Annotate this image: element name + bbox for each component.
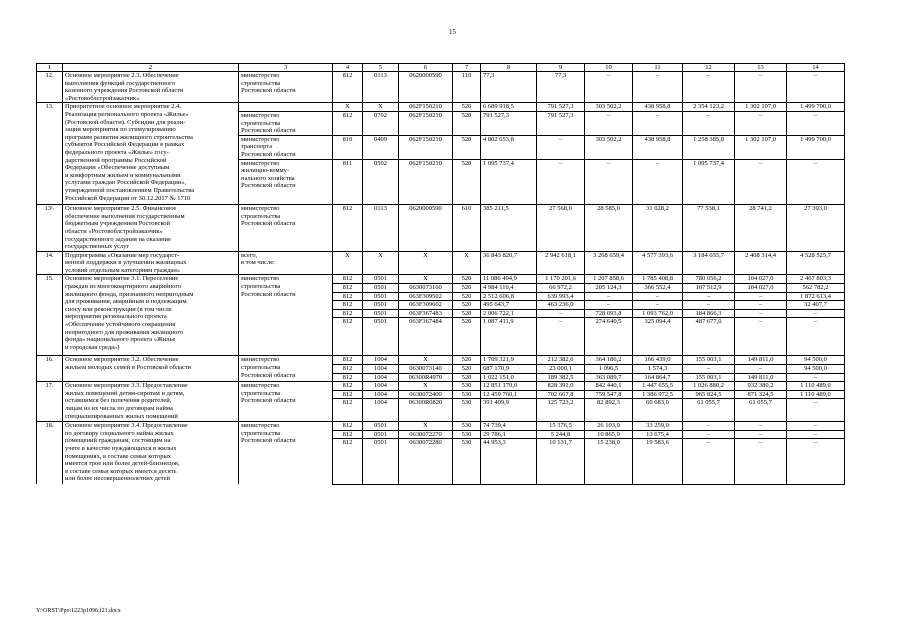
value-cell-col-8: 1 022 151,0	[481, 373, 537, 382]
value-cell-col-7: 520	[453, 365, 481, 374]
value-cell-col-13: –	[735, 111, 787, 135]
value-cell-col-5: 0501	[363, 292, 399, 301]
value-cell-col-9: 463 236,0	[537, 301, 585, 310]
value-cell-col-5: 0409	[363, 135, 399, 159]
header-cell-6: 6	[399, 64, 453, 72]
value-cell-col-10: 3 268 659,4	[585, 251, 633, 275]
value-cell-col-11: 4 577 393,6	[633, 251, 683, 275]
value-cell-col-11: –	[633, 111, 683, 135]
value-cell-col-10: 15 238,0	[585, 439, 633, 485]
value-cell-col-4: 811	[333, 159, 363, 205]
value-cell-col-9: –	[537, 135, 585, 159]
value-cell-col-9: 15 376,5	[537, 422, 585, 431]
value-cell-col-11: 31 028,2	[633, 205, 683, 252]
value-cell-col-4: X	[333, 251, 363, 275]
value-cell-col-4: 812	[333, 382, 363, 391]
value-cell-col-5: 0501	[363, 422, 399, 431]
value-cell-col-11: 60 683,0	[633, 399, 683, 422]
value-cell-col-10: 10 865,9	[585, 430, 633, 439]
value-cell-col-11: –	[633, 301, 683, 310]
value-cell-col-4: 812	[333, 318, 363, 356]
value-cell-col-13: 104 027,0	[735, 275, 787, 284]
header-cell-5: 5	[363, 64, 399, 72]
value-cell-col-12: –	[683, 439, 735, 485]
header-row	[37, 64, 845, 72]
value-cell-col-10: 26 103,9	[585, 422, 633, 431]
value-cell-col-13: –	[735, 292, 787, 301]
value-cell-col-6: 062F150210	[399, 159, 453, 205]
value-cell-col-14: –	[787, 373, 845, 382]
value-cell-col-11: 438 958,8	[633, 103, 683, 112]
value-cell-col-7: 520	[453, 103, 481, 112]
value-cell-col-7: 110	[453, 72, 481, 103]
value-cell-col-4: 812	[333, 284, 363, 293]
value-cell-col-13: 149 811,0	[735, 356, 787, 365]
table-row	[37, 275, 845, 284]
executor-cell: министерство строительства Ростовской области	[239, 111, 333, 135]
header-cell-7: 7	[453, 64, 481, 72]
value-cell-col-4: 812	[333, 111, 363, 135]
value-cell-col-5: 1004	[363, 356, 399, 365]
value-cell-col-14: –	[787, 309, 845, 318]
value-cell-col-10: 842 440,1	[585, 382, 633, 391]
value-cell-col-5: 1004	[363, 373, 399, 382]
value-cell-col-14: 562 782,2	[787, 284, 845, 293]
value-cell-col-12: –	[683, 72, 735, 103]
value-cell-col-14: –	[787, 399, 845, 422]
row-number: 18.	[37, 422, 63, 485]
value-cell-col-7: 520	[453, 301, 481, 310]
value-cell-col-12: 155 003,1	[683, 373, 735, 382]
value-cell-col-7: 520	[453, 292, 481, 301]
value-cell-col-5: 0501	[363, 430, 399, 439]
value-cell-col-7: 530	[453, 390, 481, 399]
value-cell-col-10: 303 502,2	[585, 135, 633, 159]
value-cell-col-12: 1 095 737,4	[683, 159, 735, 205]
value-cell-col-12: –	[683, 365, 735, 374]
row-number: 16.	[37, 356, 63, 382]
value-cell-col-13: –	[735, 439, 787, 485]
value-cell-col-10: 303 502,2	[585, 103, 633, 112]
value-cell-col-12: 2 354 123,2	[683, 103, 735, 112]
activity-name: Приоритетное основное мероприятие 2.4. Реализация регионального проекта «Жилье» (Ростовской области). Субсидии для реали- зации мероприятия по стимулированию программ развития жилищного строительства субъектов Российской Федерации в рамках федерального проекта «Жилье» госу- дарственной программы Российской Федерации «Обеспечение доступным и комфортным жильем и коммунальными услугами граждан Российской Федерации», утвержденной постановлением Правительства Российской Федерации от 30.12.2017 № 1710	[63, 103, 239, 205]
value-cell-col-9: 77,3	[537, 72, 585, 103]
value-cell-col-13: 61 055,7	[735, 399, 787, 422]
value-cell-col-4: 810	[333, 135, 363, 159]
value-cell-col-6: 063F367483	[399, 309, 453, 318]
value-cell-col-10: 274 640,5	[585, 318, 633, 356]
value-cell-col-9: –	[537, 318, 585, 356]
value-cell-col-7: 530	[453, 430, 481, 439]
value-cell-col-13: –	[735, 309, 787, 318]
activity-name: Основное мероприятие 3.4. Предоставление по договору социального найма жилых помещений гражданам, состоящим на учете в качестве нуждающихся в жилых помещениях, в составе семьи которых имеется трое или более детей-близнецов, в составе семьи которых имеется десять или более несовершеннолетних детей	[63, 422, 239, 485]
executor-cell: министерство строительства Ростовской области	[239, 356, 333, 382]
value-cell-col-12: 184 866,3	[683, 309, 735, 318]
activity-name: Основное мероприятие 3.1. Переселение граждан из многоквартирного аварийного жилищного фонда, признанного непригодным для проживания, аварийным и подлежащим сносу или реконструкции (в том числе мероприятия регионального проекта «Обеспечение устойчивого сокращения непригодного для проживания жилищного фонда» национального проекта «Жилье и городская среда»)	[63, 275, 239, 356]
value-cell-col-9: 5 244,8	[537, 430, 585, 439]
value-cell-col-4: 812	[333, 275, 363, 284]
value-cell-col-9: –	[537, 309, 585, 318]
value-cell-col-6: 0630073140	[399, 365, 453, 374]
value-cell-col-11: 1 447 655,5	[633, 382, 683, 391]
value-cell-col-14: 94 500,0	[787, 365, 845, 374]
activity-name: Основное мероприятие 2.3. Обеспечение выполнения функций государственного казенного учреждения Ростовской области «Ростовоблстройзаказчик»	[63, 72, 239, 103]
value-cell-col-6: 0620000590	[399, 205, 453, 252]
table-row	[37, 205, 845, 252]
value-cell-col-14: –	[787, 72, 845, 103]
executor-cell	[239, 103, 333, 112]
table-row	[37, 356, 845, 365]
value-cell-col-13: 28 741,2	[735, 205, 787, 252]
table-row	[37, 103, 845, 112]
value-cell-col-8: 6 689 918,5	[481, 103, 537, 112]
value-cell-col-10: 205 124,3	[585, 284, 633, 293]
value-cell-col-6: 0630072400	[399, 390, 453, 399]
value-cell-col-7: 520	[453, 275, 481, 284]
value-cell-col-9: 27 568,0	[537, 205, 585, 252]
value-cell-col-11: 1 093 762,0	[633, 309, 683, 318]
value-cell-col-7: 530	[453, 422, 481, 431]
value-cell-col-14: 1 110 489,0	[787, 390, 845, 399]
table-row	[37, 251, 845, 275]
value-cell-col-13: 932 380,2	[735, 382, 787, 391]
value-cell-col-4: 812	[333, 439, 363, 485]
value-cell-col-4: 812	[333, 309, 363, 318]
value-cell-col-5: 0501	[363, 284, 399, 293]
value-cell-col-7: 530	[453, 399, 481, 422]
value-cell-col-9: 828 391,0	[537, 382, 585, 391]
value-cell-col-7: X	[453, 251, 481, 275]
value-cell-col-8: 791 527,3	[481, 111, 537, 135]
value-cell-col-12: 61 055,7	[683, 399, 735, 422]
value-cell-col-9: 791 527,3	[537, 111, 585, 135]
header-cell-8: 8	[481, 64, 537, 72]
value-cell-col-9: 23 000,1	[537, 365, 585, 374]
header-cell-10: 10	[585, 64, 633, 72]
value-cell-col-13: 871 324,5	[735, 390, 787, 399]
value-cell-col-5: 0113	[363, 72, 399, 103]
header-cell-11: 11	[633, 64, 683, 72]
value-cell-col-8: 4 802 653,8	[481, 135, 537, 159]
value-cell-col-14: 4 528 525,7	[787, 251, 845, 275]
value-cell-col-5: 1004	[363, 365, 399, 374]
activity-name: Основное мероприятие 3.2. Обеспечение жильем молодых семей в Ростовской области	[63, 356, 239, 382]
value-cell-col-8: 385 211,5	[481, 205, 537, 252]
value-cell-col-5: 1004	[363, 399, 399, 422]
value-cell-col-8: 36 843 820,7	[481, 251, 537, 275]
value-cell-col-14: 1 872 613,4	[787, 292, 845, 301]
value-cell-col-9: 2 942 618,1	[537, 251, 585, 275]
value-cell-col-12: 1 258 385,8	[683, 135, 735, 159]
value-cell-col-14: –	[787, 430, 845, 439]
value-cell-col-10: 28 585,0	[585, 205, 633, 252]
header-cell-2: 2	[63, 64, 239, 72]
value-cell-col-14: –	[787, 318, 845, 356]
value-cell-col-5: 1004	[363, 390, 399, 399]
value-cell-col-11: –	[633, 72, 683, 103]
value-cell-col-10: 363 089,7	[585, 373, 633, 382]
table-row	[37, 382, 845, 391]
value-cell-col-6: X	[399, 251, 453, 275]
value-cell-col-10: 759 547,8	[585, 390, 633, 399]
header-cell-3: 3	[239, 64, 333, 72]
value-cell-col-8: 2 512 606,8	[481, 292, 537, 301]
value-cell-col-4: 812	[333, 365, 363, 374]
value-cell-col-13: –	[735, 301, 787, 310]
value-cell-col-5: 0502	[363, 159, 399, 205]
executor-cell: министерство строительства Ростовской области	[239, 275, 333, 356]
value-cell-col-8: 495 643,7	[481, 301, 537, 310]
value-cell-col-9: 125 723,2	[537, 399, 585, 422]
value-cell-col-6: 0630073160	[399, 284, 453, 293]
value-cell-col-6: 063F309602	[399, 301, 453, 310]
value-cell-col-11: 33 259,0	[633, 422, 683, 431]
executor-cell: министерство транспорта Ростовской области	[239, 135, 333, 159]
value-cell-col-13: –	[735, 365, 787, 374]
value-cell-col-14: 2 467 803,3	[787, 275, 845, 284]
value-cell-col-7: 520	[453, 111, 481, 135]
value-cell-col-8: 12 851 170,0	[481, 382, 537, 391]
value-cell-col-11: 164 864,7	[633, 373, 683, 382]
value-cell-col-10: 1 207 858,6	[585, 275, 633, 284]
value-cell-col-11: 1 785 408,8	[633, 275, 683, 284]
value-cell-col-13: 104 027,0	[735, 284, 787, 293]
value-cell-col-12: 487 677,0	[683, 318, 735, 356]
value-cell-col-8: 687 170,9	[481, 365, 537, 374]
value-cell-col-8: 1 087 411,9	[481, 318, 537, 356]
value-cell-col-12: 1 026 880,2	[683, 382, 735, 391]
value-cell-col-4: X	[333, 103, 363, 112]
value-cell-col-12: –	[683, 430, 735, 439]
value-cell-col-6: 0630072270	[399, 430, 453, 439]
value-cell-col-11: 19 583,6	[633, 439, 683, 485]
value-cell-col-14: –	[787, 439, 845, 485]
value-cell-col-9: 791 527,3	[537, 103, 585, 112]
value-cell-col-4: 812	[333, 356, 363, 365]
value-cell-col-5: X	[363, 103, 399, 112]
value-cell-col-8: 74 739,4	[481, 422, 537, 431]
value-cell-col-8: 12 459 760,1	[481, 390, 537, 399]
value-cell-col-14: 1 110 489,0	[787, 382, 845, 391]
value-cell-col-6: 06300R0820	[399, 399, 453, 422]
activity-name: Основное мероприятие 3.3. Предоставление жилых помещений детям-сиротам и детям, оставшимся без попечения родителей, лицам из их числа по договорам найма специализированных жилых помещений	[63, 382, 239, 422]
header-cell-4: 4	[333, 64, 363, 72]
value-cell-col-8: 1 709 321,9	[481, 356, 537, 365]
value-cell-col-10: –	[585, 111, 633, 135]
value-cell-col-6: X	[399, 275, 453, 284]
value-cell-col-9: 189 382,5	[537, 373, 585, 382]
value-cell-col-8: 1 095 737,4	[481, 159, 537, 205]
value-cell-col-11: 438 958,8	[633, 135, 683, 159]
value-cell-col-12: –	[683, 111, 735, 135]
row-number: 12.	[37, 72, 63, 103]
value-cell-col-13: 1 302 107,0	[735, 135, 787, 159]
value-cell-col-6: 06300R4970	[399, 373, 453, 382]
budget-table	[36, 63, 845, 485]
value-cell-col-5: 1004	[363, 382, 399, 391]
value-cell-col-8: 4 984 110,4	[481, 284, 537, 293]
value-cell-col-8: 77,3	[481, 72, 537, 103]
executor-cell: министерство строительства Ростовской области	[239, 205, 333, 252]
value-cell-col-4: 812	[333, 399, 363, 422]
value-cell-col-11: 166 439,0	[633, 356, 683, 365]
value-cell-col-13: 149 811,0	[735, 373, 787, 382]
value-cell-col-9: 10 131,7	[537, 439, 585, 485]
value-cell-col-7: 520	[453, 135, 481, 159]
value-cell-col-12: –	[683, 422, 735, 431]
row-number: 14.	[37, 251, 63, 275]
header-cell-12: 12	[683, 64, 735, 72]
value-cell-col-5: 0501	[363, 301, 399, 310]
value-cell-col-6: X	[399, 382, 453, 391]
value-cell-col-12: 107 512,9	[683, 284, 735, 293]
value-cell-col-4: 812	[333, 390, 363, 399]
value-cell-col-9: 639 993,4	[537, 292, 585, 301]
executor-cell: министерство строительства Ростовской области	[239, 382, 333, 422]
value-cell-col-13: –	[735, 318, 787, 356]
value-cell-col-11: 1 386 972,5	[633, 390, 683, 399]
value-cell-col-6: 062F150210	[399, 135, 453, 159]
value-cell-col-10: –	[585, 292, 633, 301]
value-cell-col-6: 0630072280	[399, 439, 453, 485]
value-cell-col-5: 0113	[363, 205, 399, 252]
executor-cell: министерство жилищно-комму- нального хозяйства Ростовской области	[239, 159, 333, 205]
executor-cell: министерство строительства Ростовской области	[239, 72, 333, 103]
value-cell-col-7: 520	[453, 356, 481, 365]
value-cell-col-5: 0501	[363, 275, 399, 284]
executor-cell: министерство строительства Ростовской области	[239, 422, 333, 485]
value-cell-col-9: 212 382,6	[537, 356, 585, 365]
value-cell-col-14: –	[787, 111, 845, 135]
value-cell-col-6: X	[399, 422, 453, 431]
value-cell-col-13: –	[735, 430, 787, 439]
activity-name: Основное мероприятие 2.5. Финансовое обеспечение выполнения государственным бюджетным учреждением Ростовской области «Ростовоблстройзаказчик» государственного задания на оказание государственных услуг	[63, 205, 239, 252]
value-cell-col-14: 1 499 700,0	[787, 135, 845, 159]
value-cell-col-7: 520	[453, 284, 481, 293]
value-cell-col-4: 812	[333, 422, 363, 431]
value-cell-col-6: 062F150210	[399, 103, 453, 112]
header-cell-14: 14	[787, 64, 845, 72]
value-cell-col-7: 530	[453, 382, 481, 391]
value-cell-col-9: 1 170 201,6	[537, 275, 585, 284]
value-cell-col-8: 391 409,9	[481, 399, 537, 422]
value-cell-col-14: 94 500,0	[787, 356, 845, 365]
value-cell-col-10: 364 186,2	[585, 356, 633, 365]
value-cell-col-10: –	[585, 159, 633, 205]
value-cell-col-14: 32 407,7	[787, 301, 845, 310]
value-cell-col-11: 13 675,4	[633, 430, 683, 439]
value-cell-col-6: 0620000590	[399, 72, 453, 103]
value-cell-col-4: 812	[333, 373, 363, 382]
value-cell-col-12: –	[683, 292, 735, 301]
value-cell-col-10: 728 093,8	[585, 309, 633, 318]
value-cell-col-9: –	[537, 159, 585, 205]
value-cell-col-4: 812	[333, 430, 363, 439]
value-cell-col-6: X	[399, 356, 453, 365]
value-cell-col-4: 812	[333, 292, 363, 301]
value-cell-col-13: –	[735, 422, 787, 431]
value-cell-col-10: 1 096,5	[585, 365, 633, 374]
value-cell-col-9: 702 667,8	[537, 390, 585, 399]
value-cell-col-14: –	[787, 422, 845, 431]
row-number: 17.	[37, 382, 63, 422]
value-cell-col-4: 812	[333, 72, 363, 103]
value-cell-col-13: –	[735, 72, 787, 103]
value-cell-col-8: 44 953,3	[481, 439, 537, 485]
value-cell-col-12: 780 056,2	[683, 275, 735, 284]
value-cell-col-6: 063F309502	[399, 292, 453, 301]
value-cell-col-10: 82 892,3	[585, 399, 633, 422]
value-cell-col-11: 325 094,4	[633, 318, 683, 356]
footer-file-path: Y:\ORST\Ppo\1223p1096.f21.docx	[36, 608, 121, 614]
value-cell-col-7: 520	[453, 159, 481, 205]
value-cell-col-11: 1 574,3	[633, 365, 683, 374]
value-cell-col-12: 77 538,1	[683, 205, 735, 252]
value-cell-col-8: 2 006 722,1	[481, 309, 537, 318]
value-cell-col-11: 366 552,4	[633, 284, 683, 293]
row-number: 15.	[37, 275, 63, 356]
value-cell-col-9: 66 972,2	[537, 284, 585, 293]
value-cell-col-10: –	[585, 72, 633, 103]
value-cell-col-7: 610	[453, 205, 481, 252]
header-cell-9: 9	[537, 64, 585, 72]
value-cell-col-8: 29 786,1	[481, 430, 537, 439]
value-cell-col-7: 520	[453, 309, 481, 318]
value-cell-col-4: 812	[333, 205, 363, 252]
table-row	[37, 422, 845, 431]
value-cell-col-4: 812	[333, 301, 363, 310]
row-number: 13.	[37, 103, 63, 205]
value-cell-col-5: 0501	[363, 318, 399, 356]
value-cell-col-8: 11 086 494,9	[481, 275, 537, 284]
value-cell-col-13: 2 408 314,4	[735, 251, 787, 275]
value-cell-col-13: –	[735, 159, 787, 205]
value-cell-col-14: 1 499 700,0	[787, 103, 845, 112]
value-cell-col-14: 27 393,0	[787, 205, 845, 252]
value-cell-col-5: 0702	[363, 111, 399, 135]
value-cell-col-12: 965 824,5	[683, 390, 735, 399]
value-cell-col-11: –	[633, 159, 683, 205]
row-number: 13¹.	[37, 205, 63, 252]
page-number: 15	[449, 28, 456, 36]
value-cell-col-7: 520	[453, 318, 481, 356]
value-cell-col-6: 063F367484	[399, 318, 453, 356]
header-cell-1: 1	[37, 64, 63, 72]
value-cell-col-5: 0501	[363, 309, 399, 318]
value-cell-col-5: 0501	[363, 439, 399, 485]
value-cell-col-11: –	[633, 292, 683, 301]
value-cell-col-12: 155 003,1	[683, 356, 735, 365]
value-cell-col-10: –	[585, 301, 633, 310]
value-cell-col-13: 1 302 107,0	[735, 103, 787, 112]
header-cell-13: 13	[735, 64, 787, 72]
executor-cell: всего, в том числе:	[239, 251, 333, 275]
value-cell-col-5: X	[363, 251, 399, 275]
value-cell-col-14: –	[787, 159, 845, 205]
activity-name: Подпрограмма «Оказание мер государст- венной поддержки в улучшении жилищных условий отдельным категориям граждан»	[63, 251, 239, 275]
value-cell-col-12: –	[683, 301, 735, 310]
value-cell-col-12: 3 184 035,7	[683, 251, 735, 275]
value-cell-col-7: 530	[453, 439, 481, 485]
value-cell-col-7: 520	[453, 373, 481, 382]
table-row	[37, 72, 845, 103]
value-cell-col-6: 062F150210	[399, 111, 453, 135]
